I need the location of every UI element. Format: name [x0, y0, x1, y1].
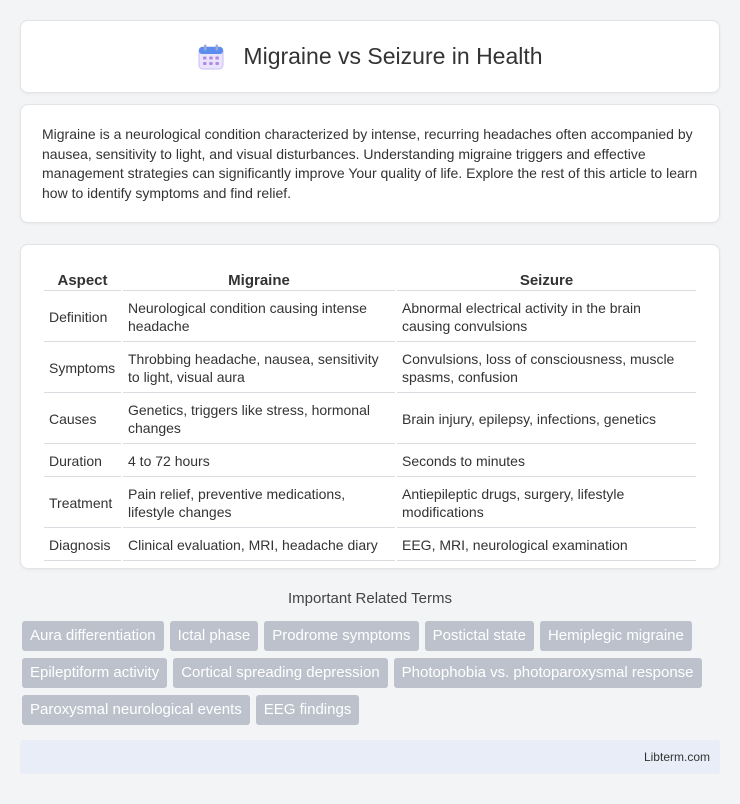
tag-epileptiform-activity[interactable]: Epileptiform activity — [22, 658, 167, 688]
table-row — [44, 446, 696, 477]
cell-seizure: Antiepileptic drugs, surgery, lifestyle modifications — [397, 479, 696, 528]
table-row — [44, 395, 696, 444]
related-terms-list — [22, 621, 722, 725]
cell-aspect: Duration — [44, 446, 121, 477]
calendar-icon — [197, 43, 225, 71]
cell-seizure: Convulsions, loss of consciousness, muscle spasms, confusion — [397, 344, 696, 393]
cell-migraine: Genetics, triggers like stress, hormonal changes — [123, 395, 395, 444]
tag-postictal-state[interactable]: Postictal state — [425, 621, 534, 651]
cell-seizure: Abnormal electrical activity in the brain causing convulsions — [397, 293, 696, 342]
table-row — [44, 530, 696, 561]
tag-hemiplegic-migraine[interactable]: Hemiplegic migraine — [540, 621, 692, 651]
cell-migraine: Neurological condition causing intense headache — [123, 293, 395, 342]
cell-migraine: Pain relief, preventive medications, lifestyle changes — [123, 479, 395, 528]
related-terms-title: Important Related Terms — [288, 590, 452, 607]
cell-aspect: Symptoms — [44, 344, 121, 393]
header-migraine: Migraine — [123, 267, 395, 291]
tag-eeg-findings[interactable]: EEG findings — [256, 695, 360, 725]
intro-paragraph: Migraine is a neurological condition characterized by intense, recurring headaches often accompanied by nausea, sensitivity to light, and visual disturbances. Understanding migraine triggers and effective management strategies can significantly improve Your quality of life. Explore the rest of this article to learn how to identify symptoms and find relief. — [42, 126, 698, 201]
page-title: Migraine vs Seizure in Health — [243, 43, 543, 69]
table-row — [44, 479, 696, 528]
footer — [20, 740, 720, 774]
cell-aspect: Causes — [44, 395, 121, 444]
cell-aspect: Diagnosis — [44, 530, 121, 561]
cell-migraine: 4 to 72 hours — [123, 446, 395, 477]
comparison-table-card — [20, 244, 720, 569]
table-header-row — [44, 267, 696, 291]
cell-seizure: Seconds to minutes — [397, 446, 696, 477]
table-row — [44, 344, 696, 393]
cell-seizure: Brain injury, epilepsy, infections, genetics — [397, 395, 696, 444]
cell-migraine: Throbbing headache, nausea, sensitivity to light, visual aura — [123, 344, 395, 393]
tag-prodrome-symptoms[interactable]: Prodrome symptoms — [264, 621, 418, 651]
comparison-table — [42, 265, 698, 563]
table-row — [44, 293, 696, 342]
intro-card — [20, 104, 720, 223]
cell-aspect: Definition — [44, 293, 121, 342]
tag-photophobia-vs-photoparoxysmal[interactable]: Photophobia vs. photoparoxysmal response — [394, 658, 702, 688]
tag-cortical-spreading-depression[interactable]: Cortical spreading depression — [173, 658, 387, 688]
header-card — [20, 20, 720, 93]
tag-aura-differentiation[interactable]: Aura differentiation — [22, 621, 164, 651]
tag-ictal-phase[interactable]: Ictal phase — [170, 621, 259, 651]
tag-paroxysmal-neurological-events[interactable]: Paroxysmal neurological events — [22, 695, 250, 725]
footer-site-link[interactable]: Libterm.com — [643, 750, 710, 764]
cell-seizure: EEG, MRI, neurological examination — [397, 530, 696, 561]
cell-aspect: Treatment — [44, 479, 121, 528]
header-aspect: Aspect — [44, 267, 121, 291]
header-seizure: Seizure — [397, 267, 696, 291]
cell-migraine: Clinical evaluation, MRI, headache diary — [123, 530, 395, 561]
